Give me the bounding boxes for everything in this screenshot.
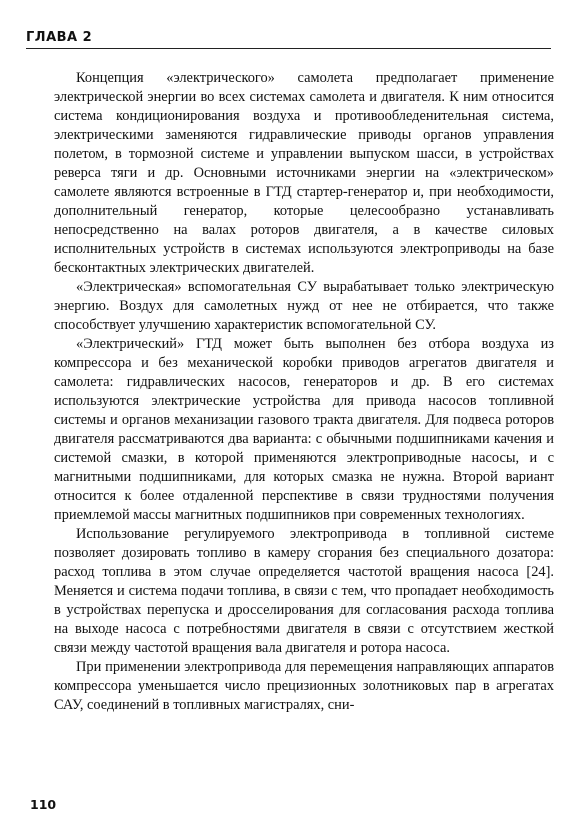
body-text [54, 69, 554, 715]
paragraph-electric-aircraft: Концепция «электрического» самолета предполагает применение электрической энергии во всех системах самолета и двигателя. К ним относится система кондиционирования воздуха и противообледенительная система, электрическими заменяются гидравлические приводы органов управления полетом, в тормозной системе и управлении выпуском шасси, в устройствах реверса тяги и др. Основными источниками энергии на «электрическом» самолете являются встроенные в ГТД стартер-генератор и, при необходимости, дополнительный генератор, которые целесообразно устанавливать непосредственно на валах роторов двигателя, а в качестве силовых исполнительных устройств в системах используются электроприводы на базе бесконтактных электрических двигателей. [54, 70, 554, 276]
paragraph-electric-gtd: «Электрический» ГТД может быть выполнен без отбора воздуха из компрессора и без механической коробки приводов агрегатов двигателя и самолета: гидравлических насосов, генераторов и др. В его системах используются электрические устройства для привода насосов топливной системы и органов механизации газового тракта двигателя. Для подвеса роторов двигателя рассматриваются два варианта: с обычными подшипниками качения и системой смазки, в которой применяются электроприводные насосы, и с магнитными подшипниками, для которых смазка не нужна. Второй вариант относится к более отдаленной перспективе в связи трудностями получения приемлемой массы магнитных подшипников при современных технологиях. [54, 336, 554, 523]
running-header [26, 30, 551, 49]
paragraph-auxiliary-power-unit: «Электрическая» вспомогательная СУ вырабатывает только электрическую энергию. Воздух для самолетных нужд от нее не отбирается, что также способствует улучшению характеристик вспомогательной СУ. [54, 279, 554, 333]
paragraph-fuel-system: Использование регулируемого электропривода в топливной системе позволяет дозировать топливо в камеру сгорания без специального дозатора: расход топлива в этом случае определяется частотой вращения насоса [24]. Меняется и система подачи топлива, в связи с тем, что пропадает необходимость в устройствах перепуска и дросселирования для согласования расхода топлива на выходе насоса с потребностями двигателя в связи с отсутствием жесткой связи между частотой вращения вала двигателя и ротора насоса. [54, 526, 554, 656]
paragraph-compressor-actuators: При применении электропривода для перемещения направляющих аппаратов компрессора уменьшается число прецизионных золотниковых пар в агрегатах САУ, соединений в топливных магистралях, сни- [54, 659, 554, 713]
page-number: 110 [30, 797, 57, 812]
chapter-title: ГЛАВА 2 [26, 30, 93, 45]
